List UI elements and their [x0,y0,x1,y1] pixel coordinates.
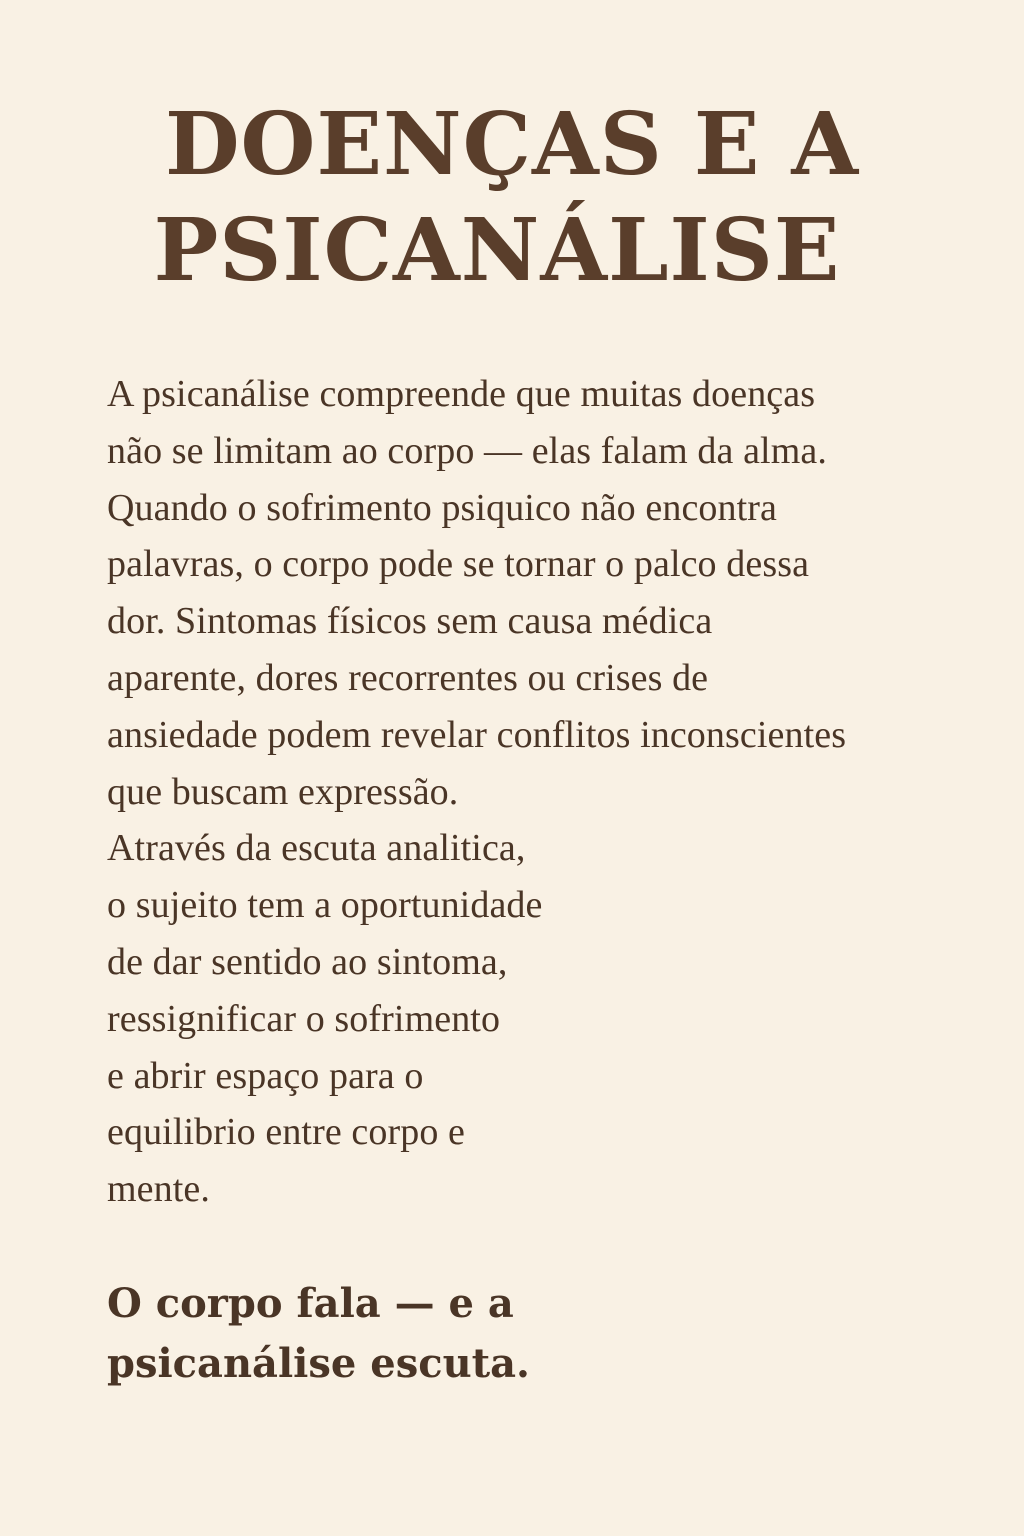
body-text [107,366,846,1218]
closing-line-1: O corpo fala — e a [107,1280,514,1327]
body-line: que buscam expressão. [107,770,459,813]
body-line: equilibrio entre corpo e [107,1111,465,1154]
body-line: ansiedade podem revelar conflitos inconscientes [107,713,847,756]
body-line: A psicanálise compreende que muitas doenças [107,373,816,415]
closing-statement [107,1274,530,1394]
body-line: palavras, o corpo pode se tornar o palco dessa [107,543,810,586]
body-line: Quando o sofrimento psiquico não encontra [107,486,777,529]
page-title [0,92,1024,304]
body-line: Através da escuta analitica, [107,827,526,870]
body-line: não se limitam ao corpo — elas falam da alma. [107,429,827,472]
title-line-1: DOENÇAS E A [164,94,860,195]
title-line-2: PSICANÁLISE [153,200,841,301]
body-line: mente. [107,1168,210,1211]
body-line: dor. Sintomas físicos sem causa médica [107,600,713,643]
body-line: de dar sentido ao sintoma, [107,940,508,983]
body-line: ressignificar o sofrimento [107,997,501,1040]
body-line: aparente, dores recorrentes ou crises de [107,656,709,699]
body-line: e abrir espaço para o [107,1054,424,1097]
closing-line-2: psicanálise escuta. [107,1340,530,1387]
body-line: o sujeito tem a oportunidade [107,884,543,927]
